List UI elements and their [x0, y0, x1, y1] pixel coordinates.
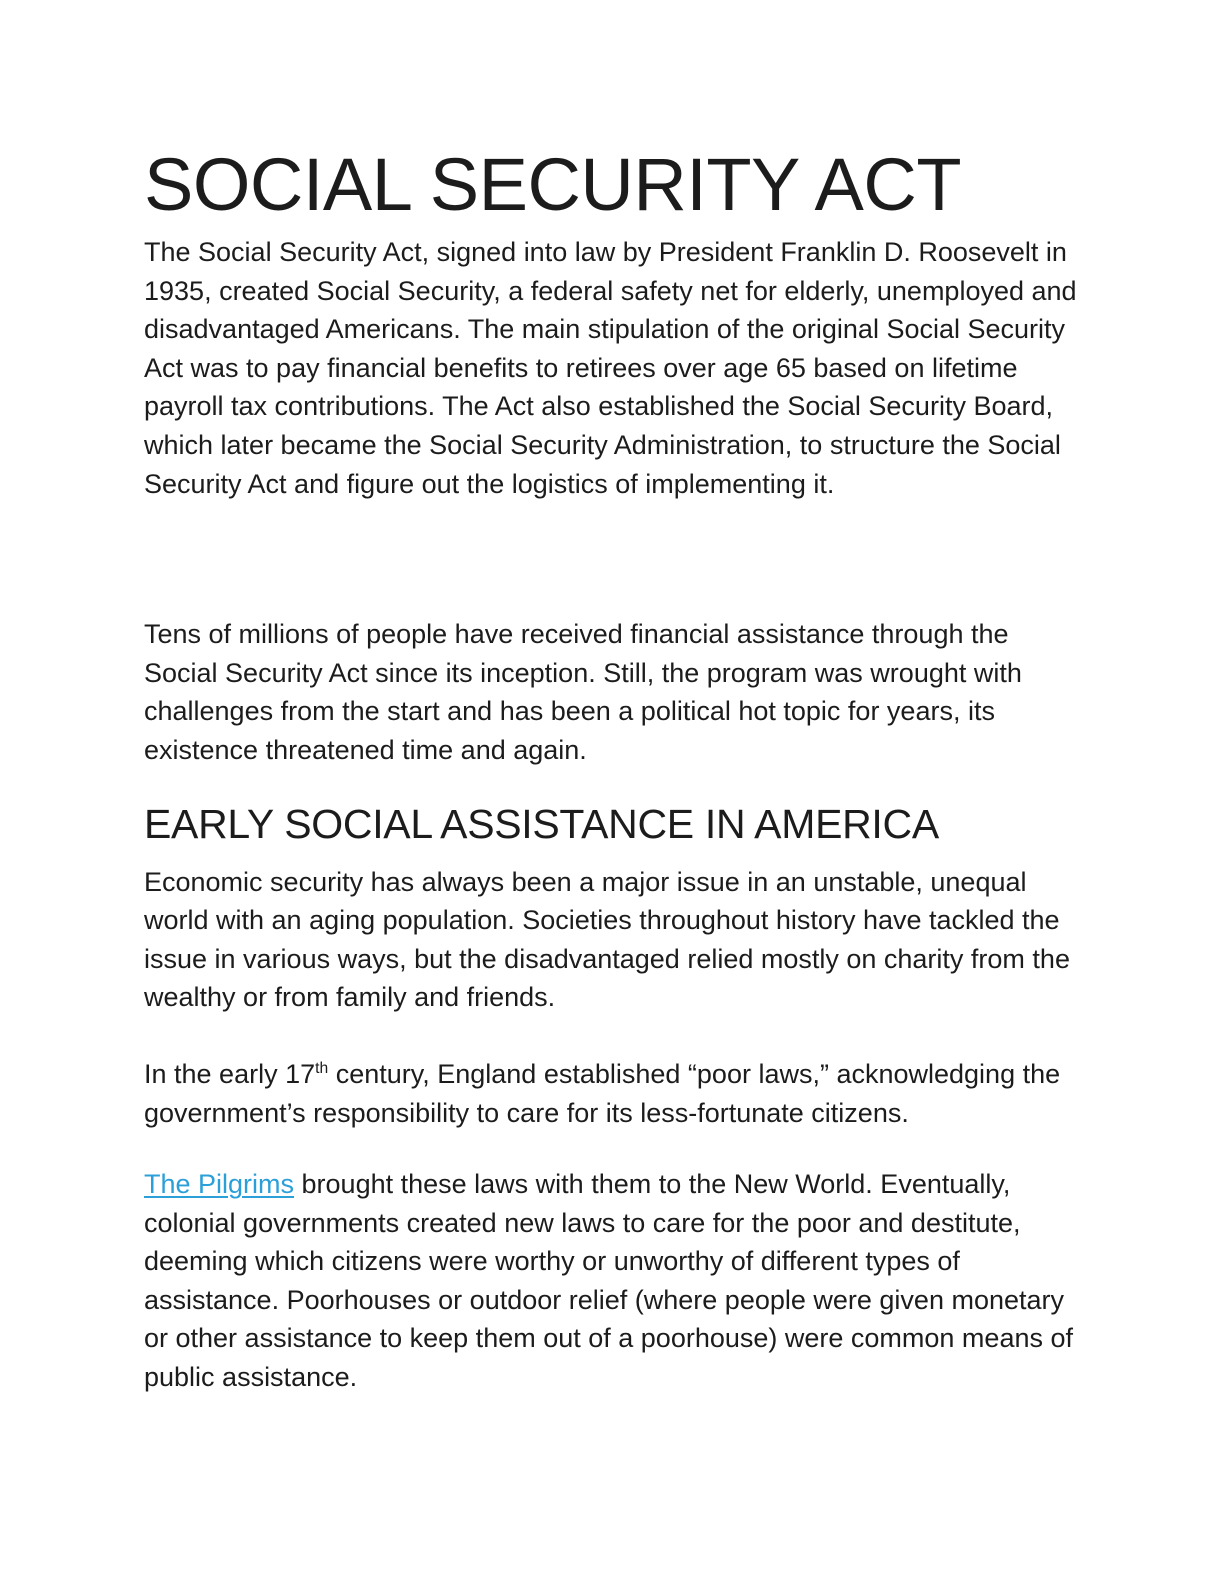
document-title: SOCIAL SECURITY ACT: [144, 143, 962, 226]
section-heading-early-social-assistance: EARLY SOCIAL ASSISTANCE IN AMERICA: [144, 800, 939, 847]
overview-paragraph: Tens of millions of people have received financial assistance through the Social Security Act since its inception. Still, the program was wrought with challenges from the start and has been a political hot topic for years, its existence threatened time and again.: [144, 619, 1022, 765]
poor-laws-text-before-superscript: In the early 17: [144, 1058, 316, 1089]
intro-paragraph: The Social Security Act, signed into law by President Franklin D. Roosevelt in 1935, created Social Security, a federal safety net for elderly, unemployed and disadvantaged Americans. The main stipulation of the original Social Security Act was to pay financial benefits to retirees over age 65 based on lifetime payroll tax contributions. The Act also established the Social Security Board, which later became the Social Security Administration, to structure the Social Security Act and figure out the logistics of implementing it.: [144, 237, 1077, 499]
economic-security-paragraph: Economic security has always been a major issue in an unstable, unequal world with an aging population. Societies throughout history have tackled the issue in various ways, but the disadvantaged relied mostly on charity from the wealthy or from family and friends.: [144, 866, 1070, 1013]
poor-laws-paragraph: [144, 1055, 1080, 1132]
pilgrims-text-after-link: brought these laws with them to the New World. Eventually, colonial governments created new laws to care for the poor and destitute, deeming which citizens were worthy or unworthy of different types of assistance. Poorhouses or outdoor relief (where people were given monetary or other assistance to keep them out of a poorhouse) were common means of public assistance.: [144, 1169, 1073, 1393]
pilgrims-link[interactable]: The Pilgrims: [144, 1169, 295, 1200]
poor-laws-text-after-superscript: century, England established “poor laws,” acknowledging the government’s responsibility to care for its less-fortunate citizens.: [144, 1058, 1061, 1128]
pilgrims-paragraph: [144, 1165, 1080, 1397]
ordinal-superscript: th: [315, 1059, 329, 1077]
